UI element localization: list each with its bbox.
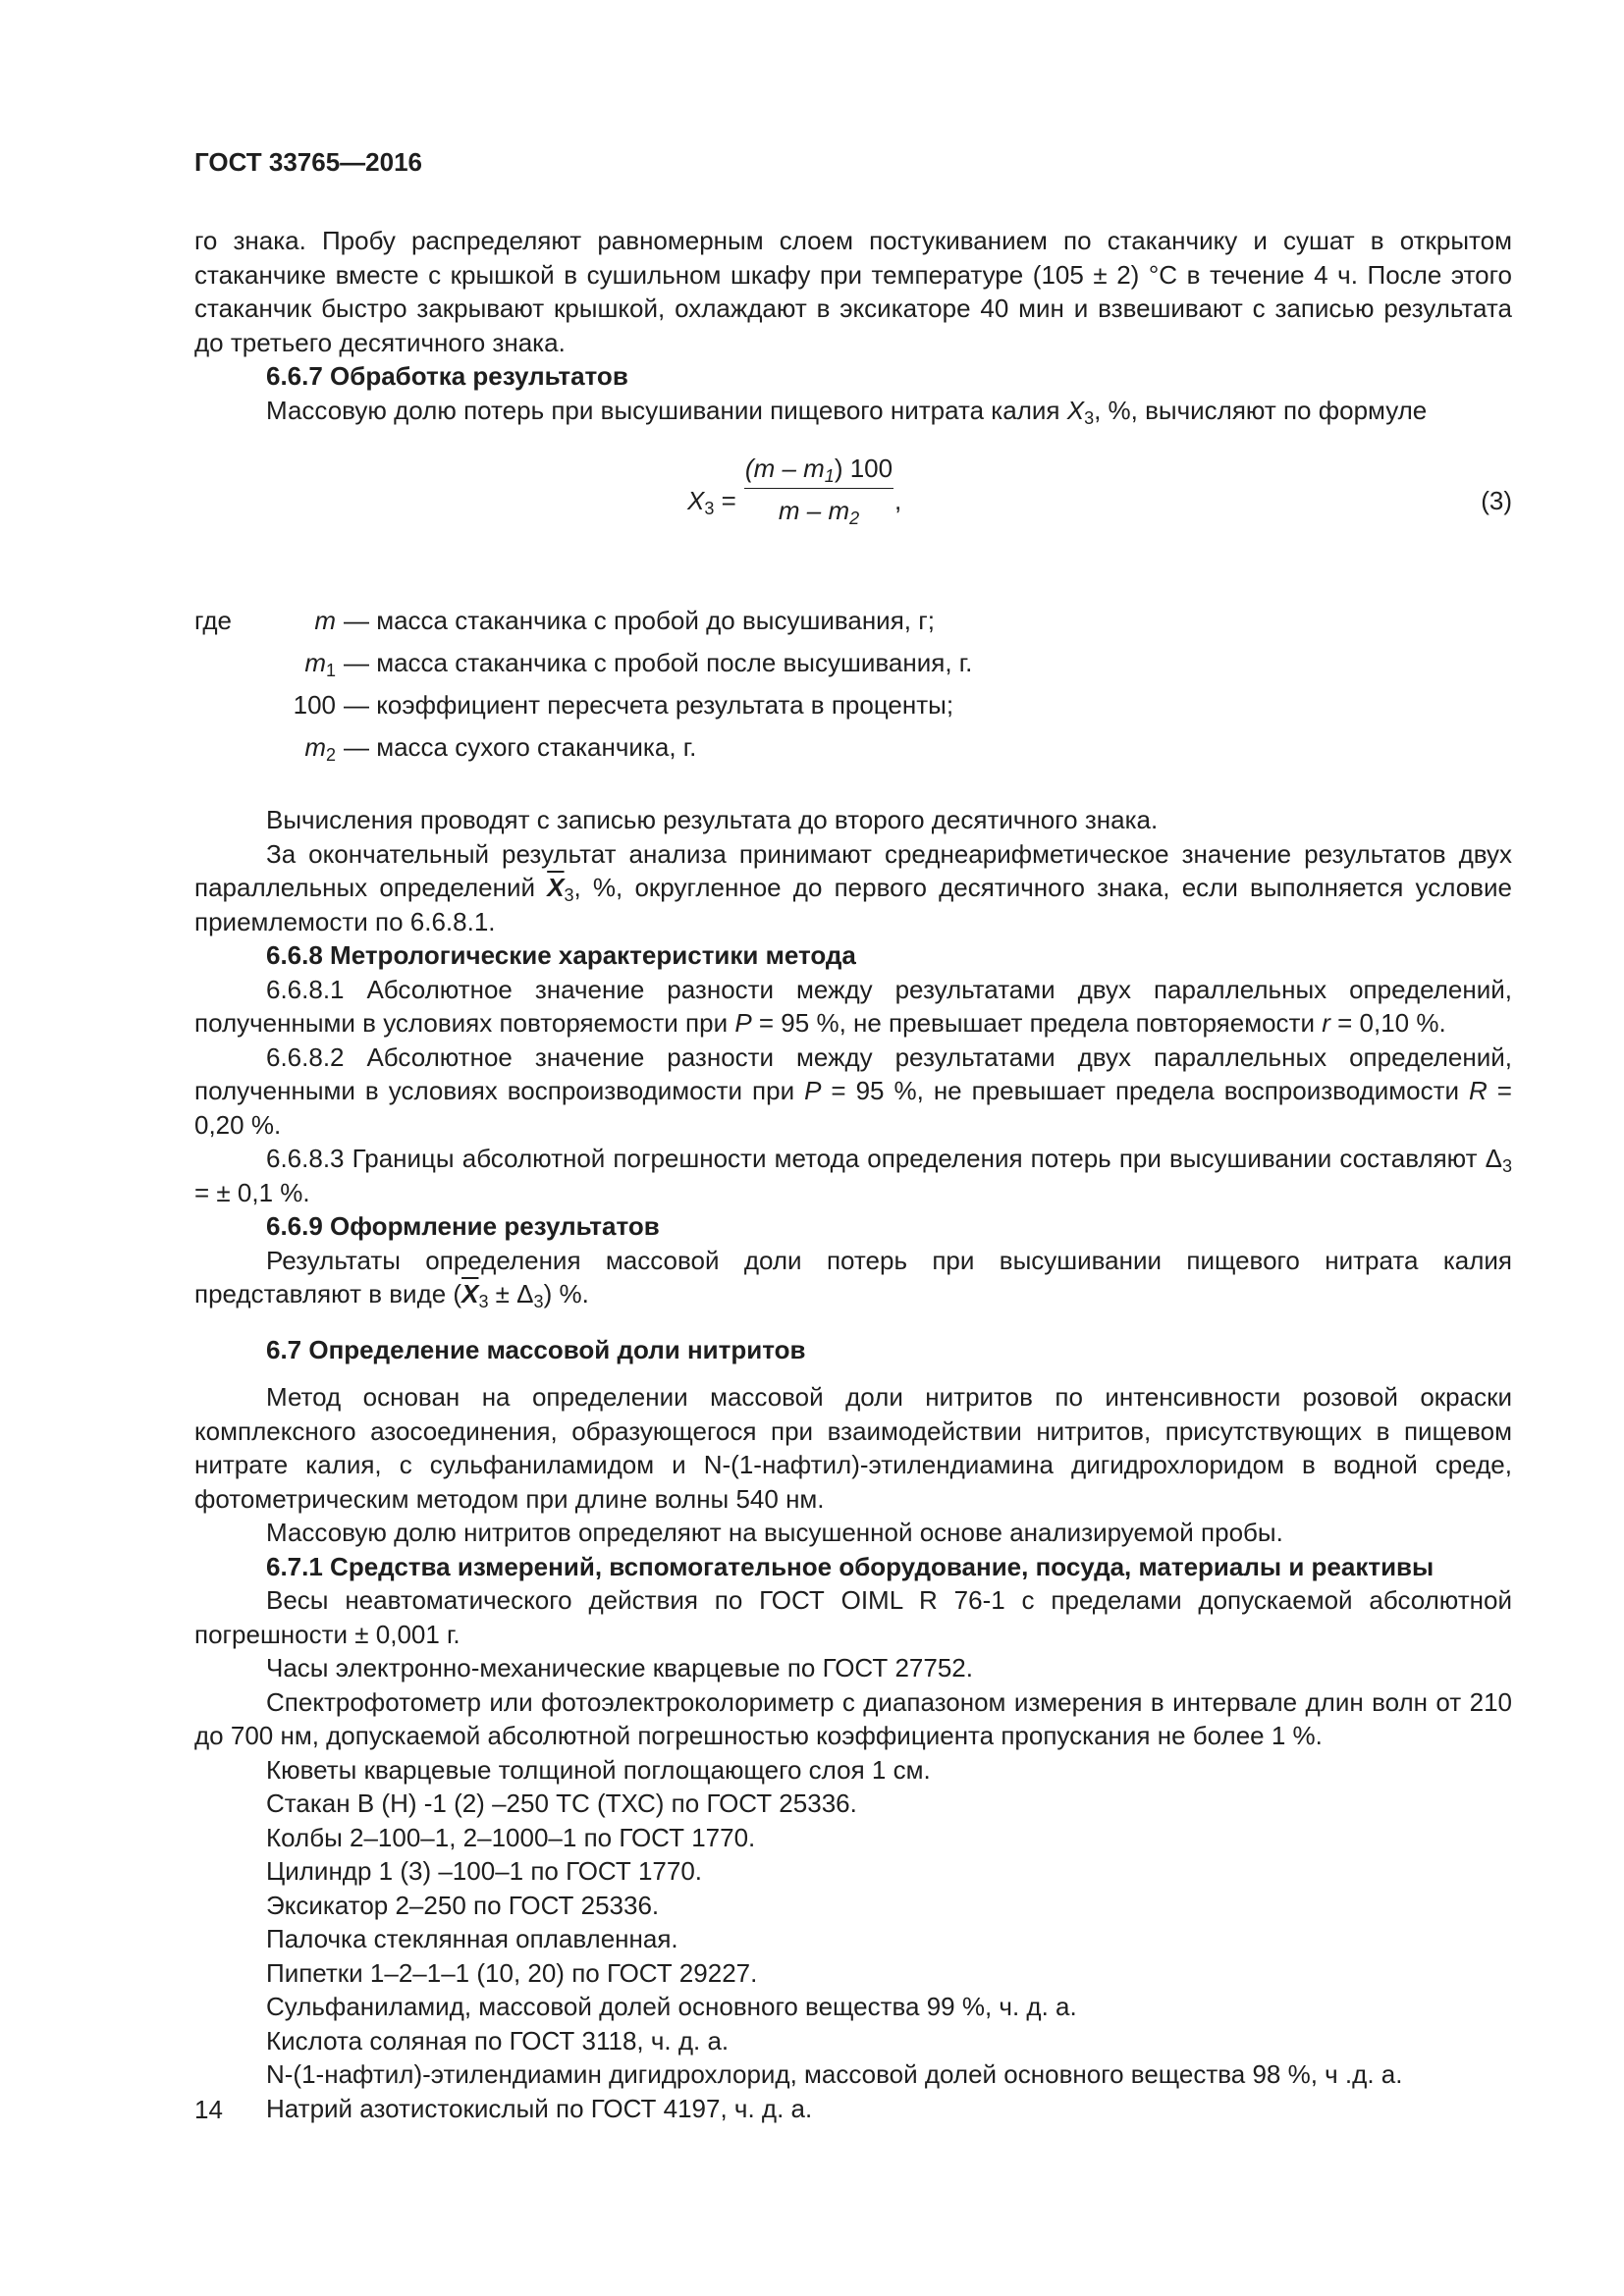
list-item: Кюветы кварцевые толщиной поглощающего слоя 1 см. (266, 1754, 931, 1785)
where-label: где (194, 606, 232, 636)
where-row (194, 684, 972, 726)
formula-numerator: $(m - m_1)$ 100 (744, 454, 893, 486)
page-number: 14 (194, 2095, 223, 2124)
formula-comma: , (894, 486, 902, 515)
section-title-6-6-7: 6.6.7 Обработка результатов (266, 361, 628, 391)
where-text: — масса стаканчика с пробой после высушивания, г. (344, 648, 973, 678)
list-item: Кислота соляная по ГОСТ 3118, ч. д. а. (266, 2025, 730, 2056)
section-title-6-7: 6.7 Определение массовой доли нитритов (266, 1334, 806, 1364)
where-symbol: 100 (293, 690, 336, 721)
where-row (194, 600, 972, 642)
where-text: — коэффициент пересчета результата в проценты; (344, 690, 954, 721)
clause-6-6-8-3: 6.6.8.3 Границы абсолютной погрешности метода определения потерь при высушивании составляют $\Delta_3$ = ± 0,1 %. (194, 1144, 1512, 1207)
list-item: Сульфаниламид, массовой долей основного вещества 99 %, ч. д. а. (266, 1992, 1077, 2021)
final-result: За окончательный результат анализа принимают среднеарифметическое значение результатов двух параллельных определений $\overline{X}_3$, %, округленное до первого десятичного знака, если выполняется условие приемлемости по 6.6.8.1. (194, 838, 1512, 936)
where-list (194, 600, 972, 769)
list-item: Цилиндр 1 (3) –100–1 по ГОСТ 1770. (266, 1856, 703, 1886)
formula-intro (194, 394, 1512, 428)
calc-note: Вычисления проводят с записью результата до второго десятичного знака. (266, 805, 1159, 834)
paragraph-continued: го знака. Пробу распределяют равномерным слоем постукиванием по стаканчику и сушат в открытом стаканчике вместе с крышкой в сушильном шкафу при температуре (105 ± 2) °С в течение 4 ч. После этого стаканчик быстро закрывают крышкой, охлаждают в эксикаторе 40 мин и взвешивают с записью результата до третьего десятичного знака. (194, 226, 1512, 357)
list-item: Часы электронно-механические кварцевые по ГОСТ 27752. (266, 1653, 973, 1682)
method-description: Метод основан на определении массовой доли нитритов по интенсивности розовой окраски комплексного азосоединения, образующегося при взаимодействии нитритов, присутствующих в пищевом нитрате калия, с сульфаниламидом и N-(1-нафтил)-этилендиамина дигидрохлоридом в водной среде, фотометрическим методом при длине волны 540 нм. (194, 1382, 1512, 1514)
formula-intro-text-b: , %, вычисляют по формуле (1094, 395, 1428, 425)
section-title-6-6-8: 6.6.8 Метрологические характеристики метода (266, 940, 856, 970)
symbol-x-sub: 3 (1084, 407, 1095, 428)
symbol-x-mean: $\overline{X}$ (547, 873, 565, 902)
document-header: ГОСТ 33765—2016 (194, 147, 422, 177)
where-symbol: m (314, 606, 336, 636)
clause-6-6-8-1: 6.6.8.1 Абсолютное значение разности между результатами двух параллельных определений, полученными в условиях повторяемости при P = 95 %, не превышает предела повторяемости r = 0,10 %. (194, 974, 1512, 1038)
list-item: Спектрофотометр или фотоэлектроколориметр с диапазоном измерения в интервале длин волн от 210 до 700 нм, допускаемой абсолютной погрешностью коэффициента пропускания не более 1 %. (194, 1686, 1512, 1750)
list-item: Весы неавтоматического действия по ГОСТ OIML R 76-1 с пределами допускаемой абсолютной погрешности ± 0,001 г. (194, 1585, 1512, 1649)
fraction-bar (744, 488, 893, 489)
method-basis: Массовую долю нитритов определяют на высушенной основе анализируемой пробы. (266, 1518, 1283, 1547)
list-item: Пипетки 1–2–1–1 (10, 20) по ГОСТ 29227. (266, 1957, 758, 1988)
formula-fraction (744, 451, 893, 528)
section-title-6-7-1: 6.7.1 Средства измерений, вспомогательное оборудование, посуда, материалы и реактивы (266, 1551, 1435, 1581)
page-body (194, 224, 1512, 2125)
list-item: Колбы 2–100–1, 2–1000–1 по ГОСТ 1770. (266, 1822, 756, 1852)
formula-denominator: m – $m_2$ (778, 496, 860, 528)
where-text: — масса стаканчика с пробой до высушивания, г; (344, 606, 935, 636)
where-text: — масса сухого стаканчика, г. (344, 732, 697, 763)
where-row (194, 642, 972, 684)
formula-3 (194, 451, 1512, 561)
list-item: Эксикатор 2–250 по ГОСТ 25336. (266, 1890, 660, 1920)
results-format: Результаты определения массовой доли потерь при высушивании пищевого нитрата калия представляют в виде $(\overline{X}_3 \pm \Delta_3)$ %. (194, 1245, 1512, 1311)
clause-6-6-8-2: 6.6.8.2 Абсолютное значение разности между результатами двух параллельных определений, полученными в условиях воспроизводимости при P = 95 %, не превышает предела воспроизводимости R = 0,20 %. (194, 1041, 1512, 1140)
where-row (194, 726, 972, 769)
list-item: Натрий азотистокислый по ГОСТ 4197, ч. д. а. (266, 2093, 813, 2123)
list-item: N-(1-нафтил)-этилендиамин дигидрохлорид, массовой долей основного вещества 98 %, ч .д. а. (266, 2059, 1403, 2089)
formula-lhs: $X_3$ = (687, 486, 736, 518)
formula-number: (3) (1481, 486, 1512, 515)
formula-intro-text-a: Массовую долю потерь при высушивании пищевого нитрата калия (266, 395, 1067, 425)
section-title-6-6-9: 6.6.9 Оформление результатов (266, 1211, 660, 1241)
list-item: Стакан В (Н) -1 (2) –250 ТС (ТХС) по ГОСТ 25336. (266, 1789, 857, 1818)
equipment-list (194, 1583, 1512, 2125)
where-symbol: $m_1$ (304, 648, 336, 681)
where-symbol: $m_2$ (304, 732, 336, 766)
symbol-x: X (1066, 395, 1085, 425)
list-item: Палочка стеклянная оплавленная. (266, 1924, 678, 1953)
